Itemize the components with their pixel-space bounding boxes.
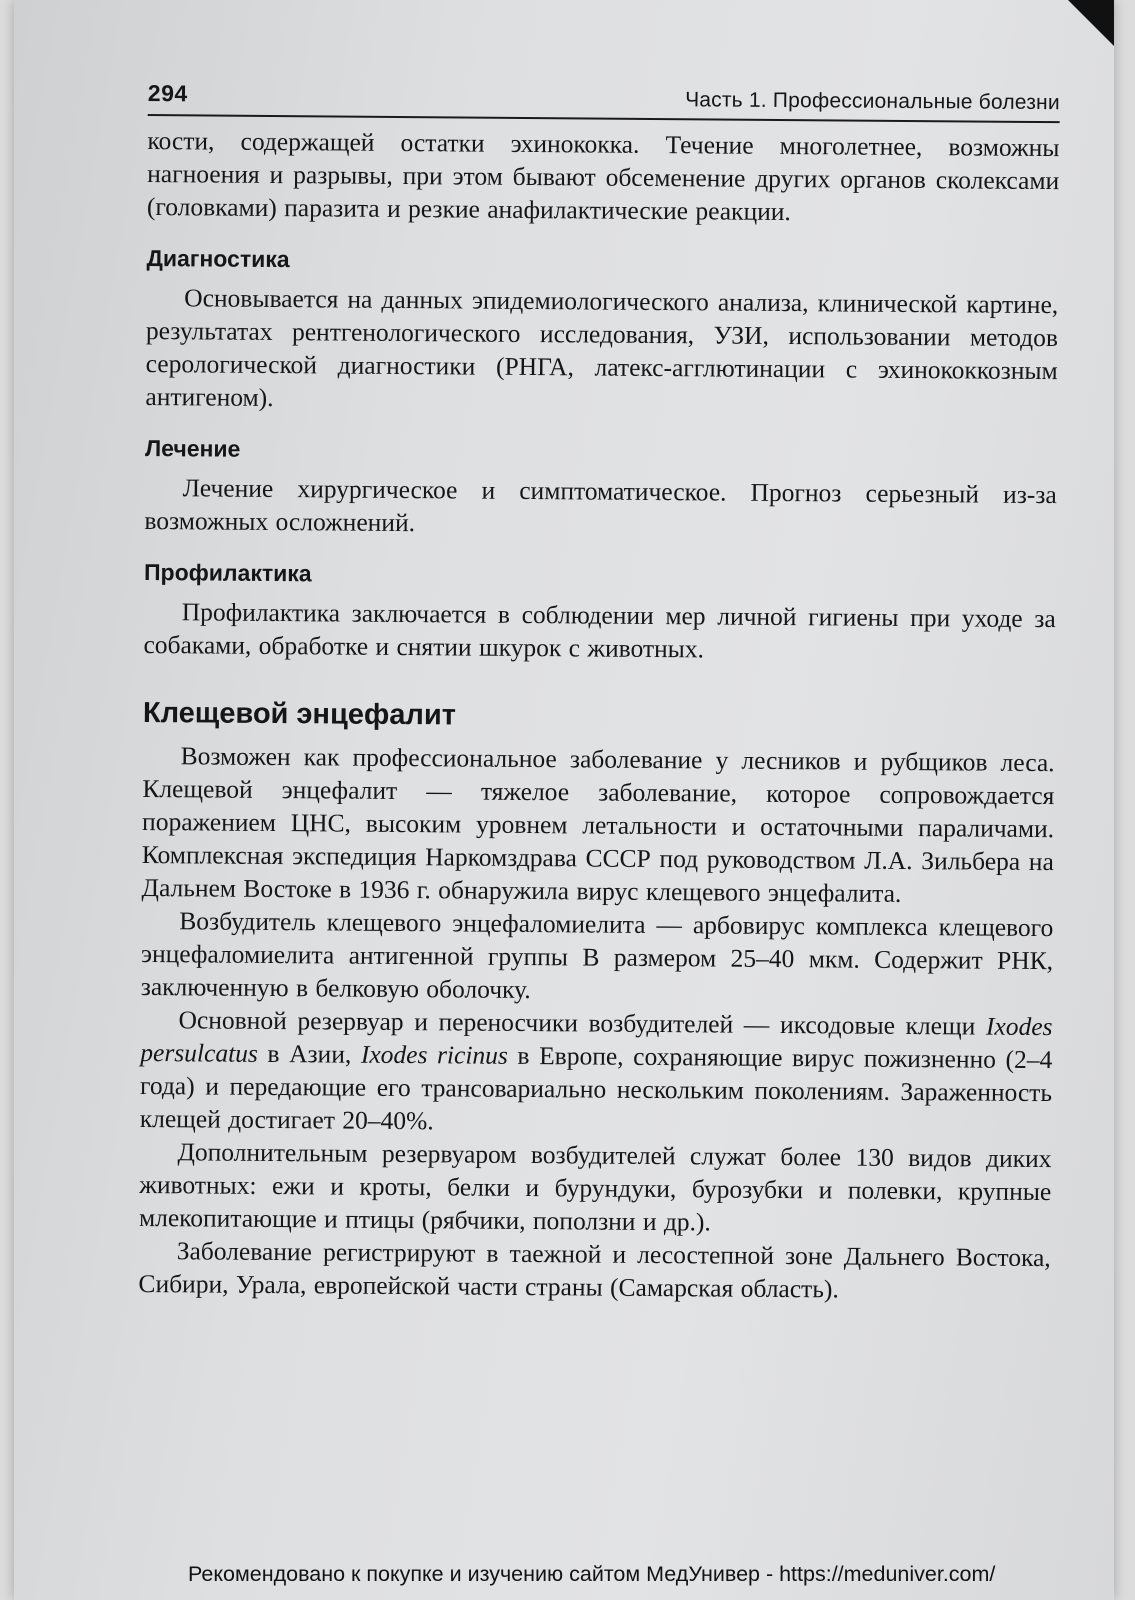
heading-diagnostics: Диагностика <box>146 244 290 273</box>
paragraph-reservoir <box>140 1003 1053 1142</box>
species-persulcatus: Ixodes persulcatus <box>140 1011 1053 1068</box>
heading-treatment: Лечение <box>144 434 241 462</box>
page-content <box>138 74 1060 1307</box>
reservoir-text-b: в Азии, <box>257 1038 362 1069</box>
running-head <box>148 74 1060 123</box>
page-number: 294 <box>147 79 188 107</box>
species-ricinus: Ixodes ricinus <box>360 1039 509 1070</box>
running-title: Часть 1. Профессиональные болезни <box>685 88 1060 115</box>
footer-recommendation: Рекомендовано к покупке и изучению сайтом МедУнивер - https://meduniver.com/ <box>188 1562 996 1586</box>
paragraph-additional-reservoir: Дополнительным резервуаром возбудителей служат более 130 видов диких животных: ежи и кроты, белки и бурундуки, бурозубки и полевки, крупные млекопитающие и птицы (рябчики, поползни и др.). <box>138 1137 1052 1237</box>
paragraph-treatment: Лечение хирургическое и симптоматическое. Прогноз серьезный из-за возможных осложнений. <box>144 473 1057 538</box>
paragraph-diagnostics: Основывается на данных эпидемиологического анализа, клинической картине, результатах рентгенологического исследования, УЗИ, использовании методов серологической диагностики (РНГА, латекс-агглютинации с эхинококкозным антигеном). <box>145 283 1059 412</box>
page-corner-shadow <box>1068 0 1114 46</box>
heading-prevention: Профилактика <box>143 558 312 587</box>
paragraph-intro: Возможен как профессиональное заболевание у лесников и рубщиков леса. Клещевой энцефалит — тяжелое заболевание, которое сопровождается поражением ЦНС, высоким уровнем летальности и остаточными параличами. Комплексная экспедиция Наркомздрава СССР под руководством Л.А. Зильбера на Дальнем Востоке в 1936 г. обнаружила вирус клещевого энцефалита. <box>141 741 1055 908</box>
paragraph-prevention: Профилактика заключается в соблюдении мер личной гигиены при уходе за собаками, обработке и снятии шкурок с животных. <box>143 597 1056 664</box>
section-title: Клещевой энцефалит <box>142 696 457 732</box>
paragraph-pathogen: Возбудитель клещевого энцефаломиелита — арбовирус комплекса клещевого энцефаломиелита антигенной группы В размером 25–40 мкм. Содержит РНК, заключенную в белковую оболочку. <box>140 906 1054 1005</box>
paragraph-continuation: кости, содержащей остатки эхинококка. Течение многолетнее, возможны нагноения и разрывы, при этом бывают обсеменение других органов сколексами (головками) паразита и резкие анафилактические реакции. <box>146 125 1060 227</box>
paragraph-regions: Заболевание регистрируют в таежной и лесостепной зоне Дальнего Востока, Сибири, Урала, европейской части страны (Самарская область). <box>138 1236 1051 1304</box>
book-page <box>14 0 1114 1600</box>
body-text <box>138 124 1059 1307</box>
reservoir-text-a: Основной резервуар и переносчики возбудителей — иксодовые клещи <box>178 1005 987 1041</box>
reservoir-text-c: в Европе, сохраняющие вирус пожизненно (2–4 года) и передающие его трансовариально нескольким поколениям. Зараженность клещей достигает 20–40%. <box>139 1040 1053 1136</box>
